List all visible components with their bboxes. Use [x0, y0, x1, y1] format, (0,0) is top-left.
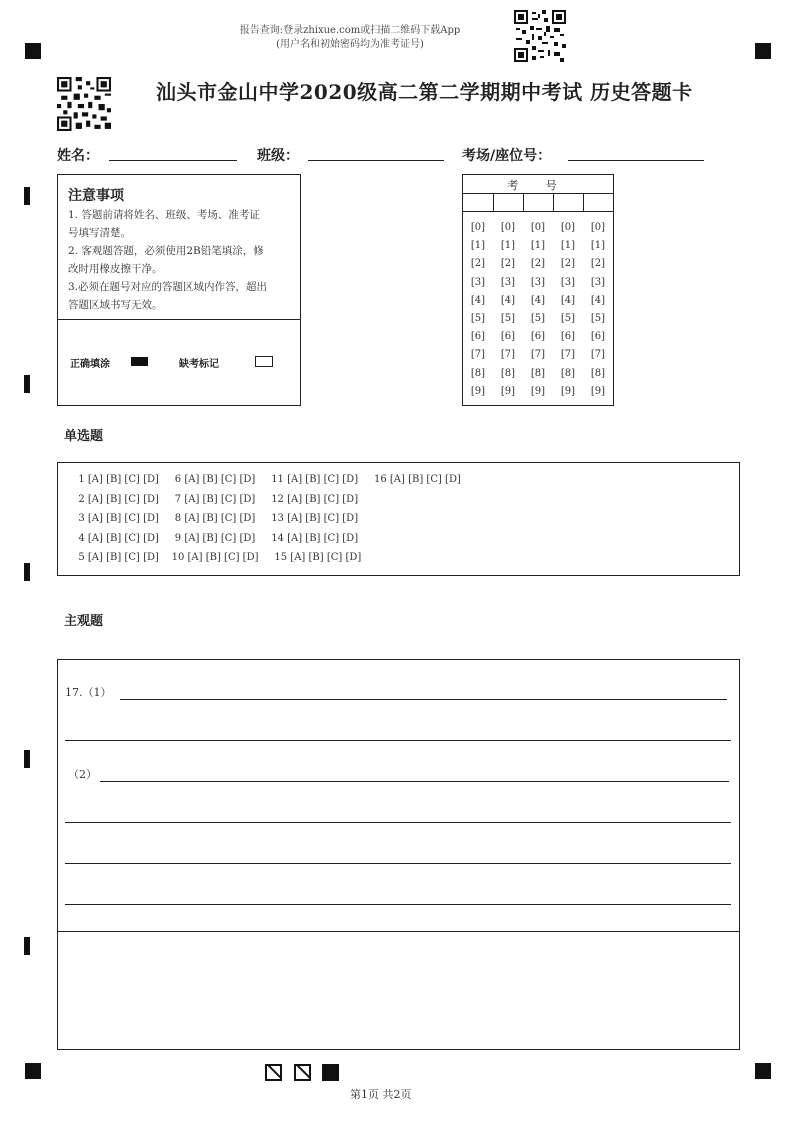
digit-bubble[interactable]: [0]	[530, 222, 546, 233]
exam-digit-column	[555, 219, 581, 401]
notice-title: 注意事项	[68, 188, 124, 204]
divider	[463, 193, 613, 194]
digit-bubble[interactable]: [4]	[590, 294, 606, 306]
exam-number-header: 考 号	[507, 179, 569, 192]
timing-mark	[24, 375, 30, 393]
correct-fill-label: 正确填涂	[70, 359, 110, 370]
digit-bubble[interactable]: [0]	[500, 222, 516, 233]
digit-bubble[interactable]: [3]	[590, 276, 606, 288]
exam-digit-column	[585, 219, 611, 401]
name-field[interactable]	[109, 146, 237, 161]
digit-bubble[interactable]: [3]	[500, 276, 516, 288]
timing-mark	[24, 937, 30, 955]
digit-bubble[interactable]: [5]	[530, 313, 546, 325]
notice-box	[57, 174, 301, 406]
notice-list	[68, 206, 294, 314]
digit-bubble[interactable]: [5]	[470, 313, 486, 325]
digit-bubble[interactable]: [6]	[470, 331, 486, 343]
digit-bubble[interactable]: [2]	[560, 258, 576, 270]
digit-bubble[interactable]: [4]	[560, 294, 576, 306]
answer-line[interactable]	[65, 904, 731, 905]
correct-fill-sample	[131, 357, 148, 366]
class-field[interactable]	[308, 146, 444, 161]
digit-bubble[interactable]: [8]	[560, 367, 576, 379]
single-choice-box	[57, 462, 740, 576]
notice-item: 号填写清楚。	[68, 227, 131, 239]
student-qr-code-icon	[57, 77, 111, 131]
digit-bubble[interactable]: [6]	[500, 331, 516, 343]
digit-bubble[interactable]: [1]	[590, 240, 606, 252]
notice-item: 2. 客观题答题，必须使用2B铅笔填涂，修	[68, 245, 264, 257]
cell-separator	[553, 193, 554, 211]
digit-bubble[interactable]: [2]	[500, 258, 516, 270]
answer-line[interactable]	[100, 781, 729, 782]
room-seat-label: 考场/座位号：	[462, 148, 552, 164]
answer-line[interactable]	[65, 863, 731, 864]
notice-item: 改时用橡皮擦干净。	[68, 263, 163, 275]
digit-bubble[interactable]: [0]	[590, 222, 606, 233]
digit-bubble[interactable]: [1]	[500, 240, 516, 252]
answer-line[interactable]	[65, 822, 731, 823]
digit-bubble[interactable]: [7]	[500, 349, 516, 361]
cell-separator	[583, 193, 584, 211]
digit-bubble[interactable]: [8]	[470, 367, 486, 379]
digit-bubble[interactable]: [0]	[560, 222, 576, 233]
section-divider	[58, 931, 739, 932]
choice-row[interactable]: 4 [A] [B] [C] [D] 9 [A] [B] [C] [D] 14 [A] [B] [C] [D]	[72, 532, 359, 544]
exam-number-box	[462, 174, 614, 406]
name-label: 姓名：	[57, 148, 99, 164]
choice-row[interactable]: 1 [A] [B] [C] [D] 6 [A] [B] [C] [D] 11 [A] [B] [C] [D] 16 [A] [B] [C] [D]	[72, 474, 461, 485]
exam-digit-column	[525, 219, 551, 401]
digit-bubble[interactable]: [1]	[560, 240, 576, 252]
report-query-line2: (用户名和初始密码均为准考证号)	[276, 39, 424, 50]
choice-row[interactable]: 3 [A] [B] [C] [D] 8 [A] [B] [C] [D] 13 [A] [B] [C] [D]	[72, 513, 359, 524]
single-choice-title: 单选题	[64, 429, 104, 444]
timing-mark	[24, 187, 30, 205]
digit-bubble[interactable]: [7]	[470, 349, 486, 361]
exam-digit-column	[465, 219, 491, 401]
digit-bubble[interactable]: [5]	[560, 313, 576, 325]
notice-item: 3.必须在题号对应的答题区域内作答，超出	[68, 281, 268, 293]
digit-bubble[interactable]: [9]	[470, 385, 486, 397]
notice-item: 答题区域书写无效。	[68, 299, 163, 311]
digit-bubble[interactable]: [6]	[530, 331, 546, 343]
divider	[463, 211, 613, 212]
digit-bubble[interactable]: [9]	[530, 385, 546, 397]
digit-bubble[interactable]: [3]	[560, 276, 576, 288]
cell-separator	[523, 193, 524, 211]
answer-line[interactable]	[65, 740, 731, 741]
digit-bubble[interactable]: [6]	[590, 331, 606, 343]
page-mark-slash-icon	[294, 1064, 311, 1081]
cell-separator	[493, 193, 494, 211]
single-choice-rows	[72, 470, 461, 568]
class-label: 班级：	[257, 148, 299, 164]
digit-bubble[interactable]: [4]	[500, 294, 516, 306]
timing-mark	[24, 750, 30, 768]
choice-row[interactable]: 2 [A] [B] [C] [D] 7 [A] [B] [C] [D] 12 [A] [B] [C] [D]	[72, 493, 359, 505]
q17-part1-label: 17.（1）	[65, 686, 112, 699]
answer-line[interactable]	[120, 699, 727, 700]
timing-mark	[24, 563, 30, 581]
notice-item: 1. 答题前请将姓名、班级、考场、准考证	[68, 209, 260, 221]
digit-bubble[interactable]: [5]	[590, 313, 606, 325]
corner-mark-top-left	[25, 43, 41, 59]
digit-bubble[interactable]: [9]	[590, 385, 606, 397]
digit-bubble[interactable]: [1]	[530, 240, 546, 252]
page-mark-slash-icon	[265, 1064, 282, 1081]
exam-digit-column	[495, 219, 521, 401]
subjective-box	[57, 659, 740, 1050]
app-qr-code-icon	[514, 10, 566, 62]
digit-bubble[interactable]: [8]	[590, 367, 606, 379]
absent-mark-label: 缺考标记	[179, 359, 219, 370]
digit-bubble[interactable]: [2]	[590, 258, 606, 270]
digit-bubble[interactable]: [9]	[500, 385, 516, 397]
digit-bubble[interactable]: [7]	[530, 349, 546, 361]
digit-bubble[interactable]: [3]	[530, 276, 546, 288]
digit-bubble[interactable]: [6]	[560, 331, 576, 343]
corner-mark-bottom-left	[25, 1063, 41, 1079]
digit-bubble[interactable]: [4]	[470, 294, 486, 306]
digit-bubble[interactable]: [9]	[560, 385, 576, 397]
subjective-title: 主观题	[64, 614, 104, 629]
report-query-note	[200, 24, 500, 52]
digit-bubble[interactable]: [2]	[470, 258, 486, 270]
digit-bubble[interactable]: [2]	[530, 258, 546, 270]
absent-mark-checkbox[interactable]	[255, 356, 273, 367]
digit-bubble[interactable]: [3]	[470, 276, 486, 288]
divider	[58, 319, 300, 320]
digit-bubble[interactable]: [5]	[500, 313, 516, 325]
digit-bubble[interactable]: [7]	[560, 349, 576, 361]
exam-digit-columns	[465, 219, 611, 401]
choice-row[interactable]: 5 [A] [B] [C] [D] 10 [A] [B] [C] [D] 15 [A] [B] [C] [D]	[72, 552, 362, 563]
digit-bubble[interactable]: [8]	[530, 367, 546, 379]
page-number: 第1页 共2页	[350, 1088, 412, 1101]
q17-part2-label: （2）	[68, 768, 97, 781]
report-query-line1: 报告查询:登录zhixue.com或扫描二维码下载App	[239, 25, 461, 36]
corner-mark-top-right	[755, 43, 771, 59]
corner-mark-bottom-right	[755, 1063, 771, 1079]
digit-bubble[interactable]: [7]	[590, 349, 606, 361]
digit-bubble[interactable]: [1]	[470, 240, 486, 252]
page-title: 汕头市金山中学2020级高二第二学期期中考试 历史答题卡	[156, 80, 693, 104]
page-mark-filled	[322, 1064, 339, 1081]
digit-bubble[interactable]: [4]	[530, 294, 546, 306]
digit-bubble[interactable]: [8]	[500, 367, 516, 379]
room-seat-field[interactable]	[568, 146, 704, 161]
digit-bubble[interactable]: [0]	[470, 222, 486, 233]
